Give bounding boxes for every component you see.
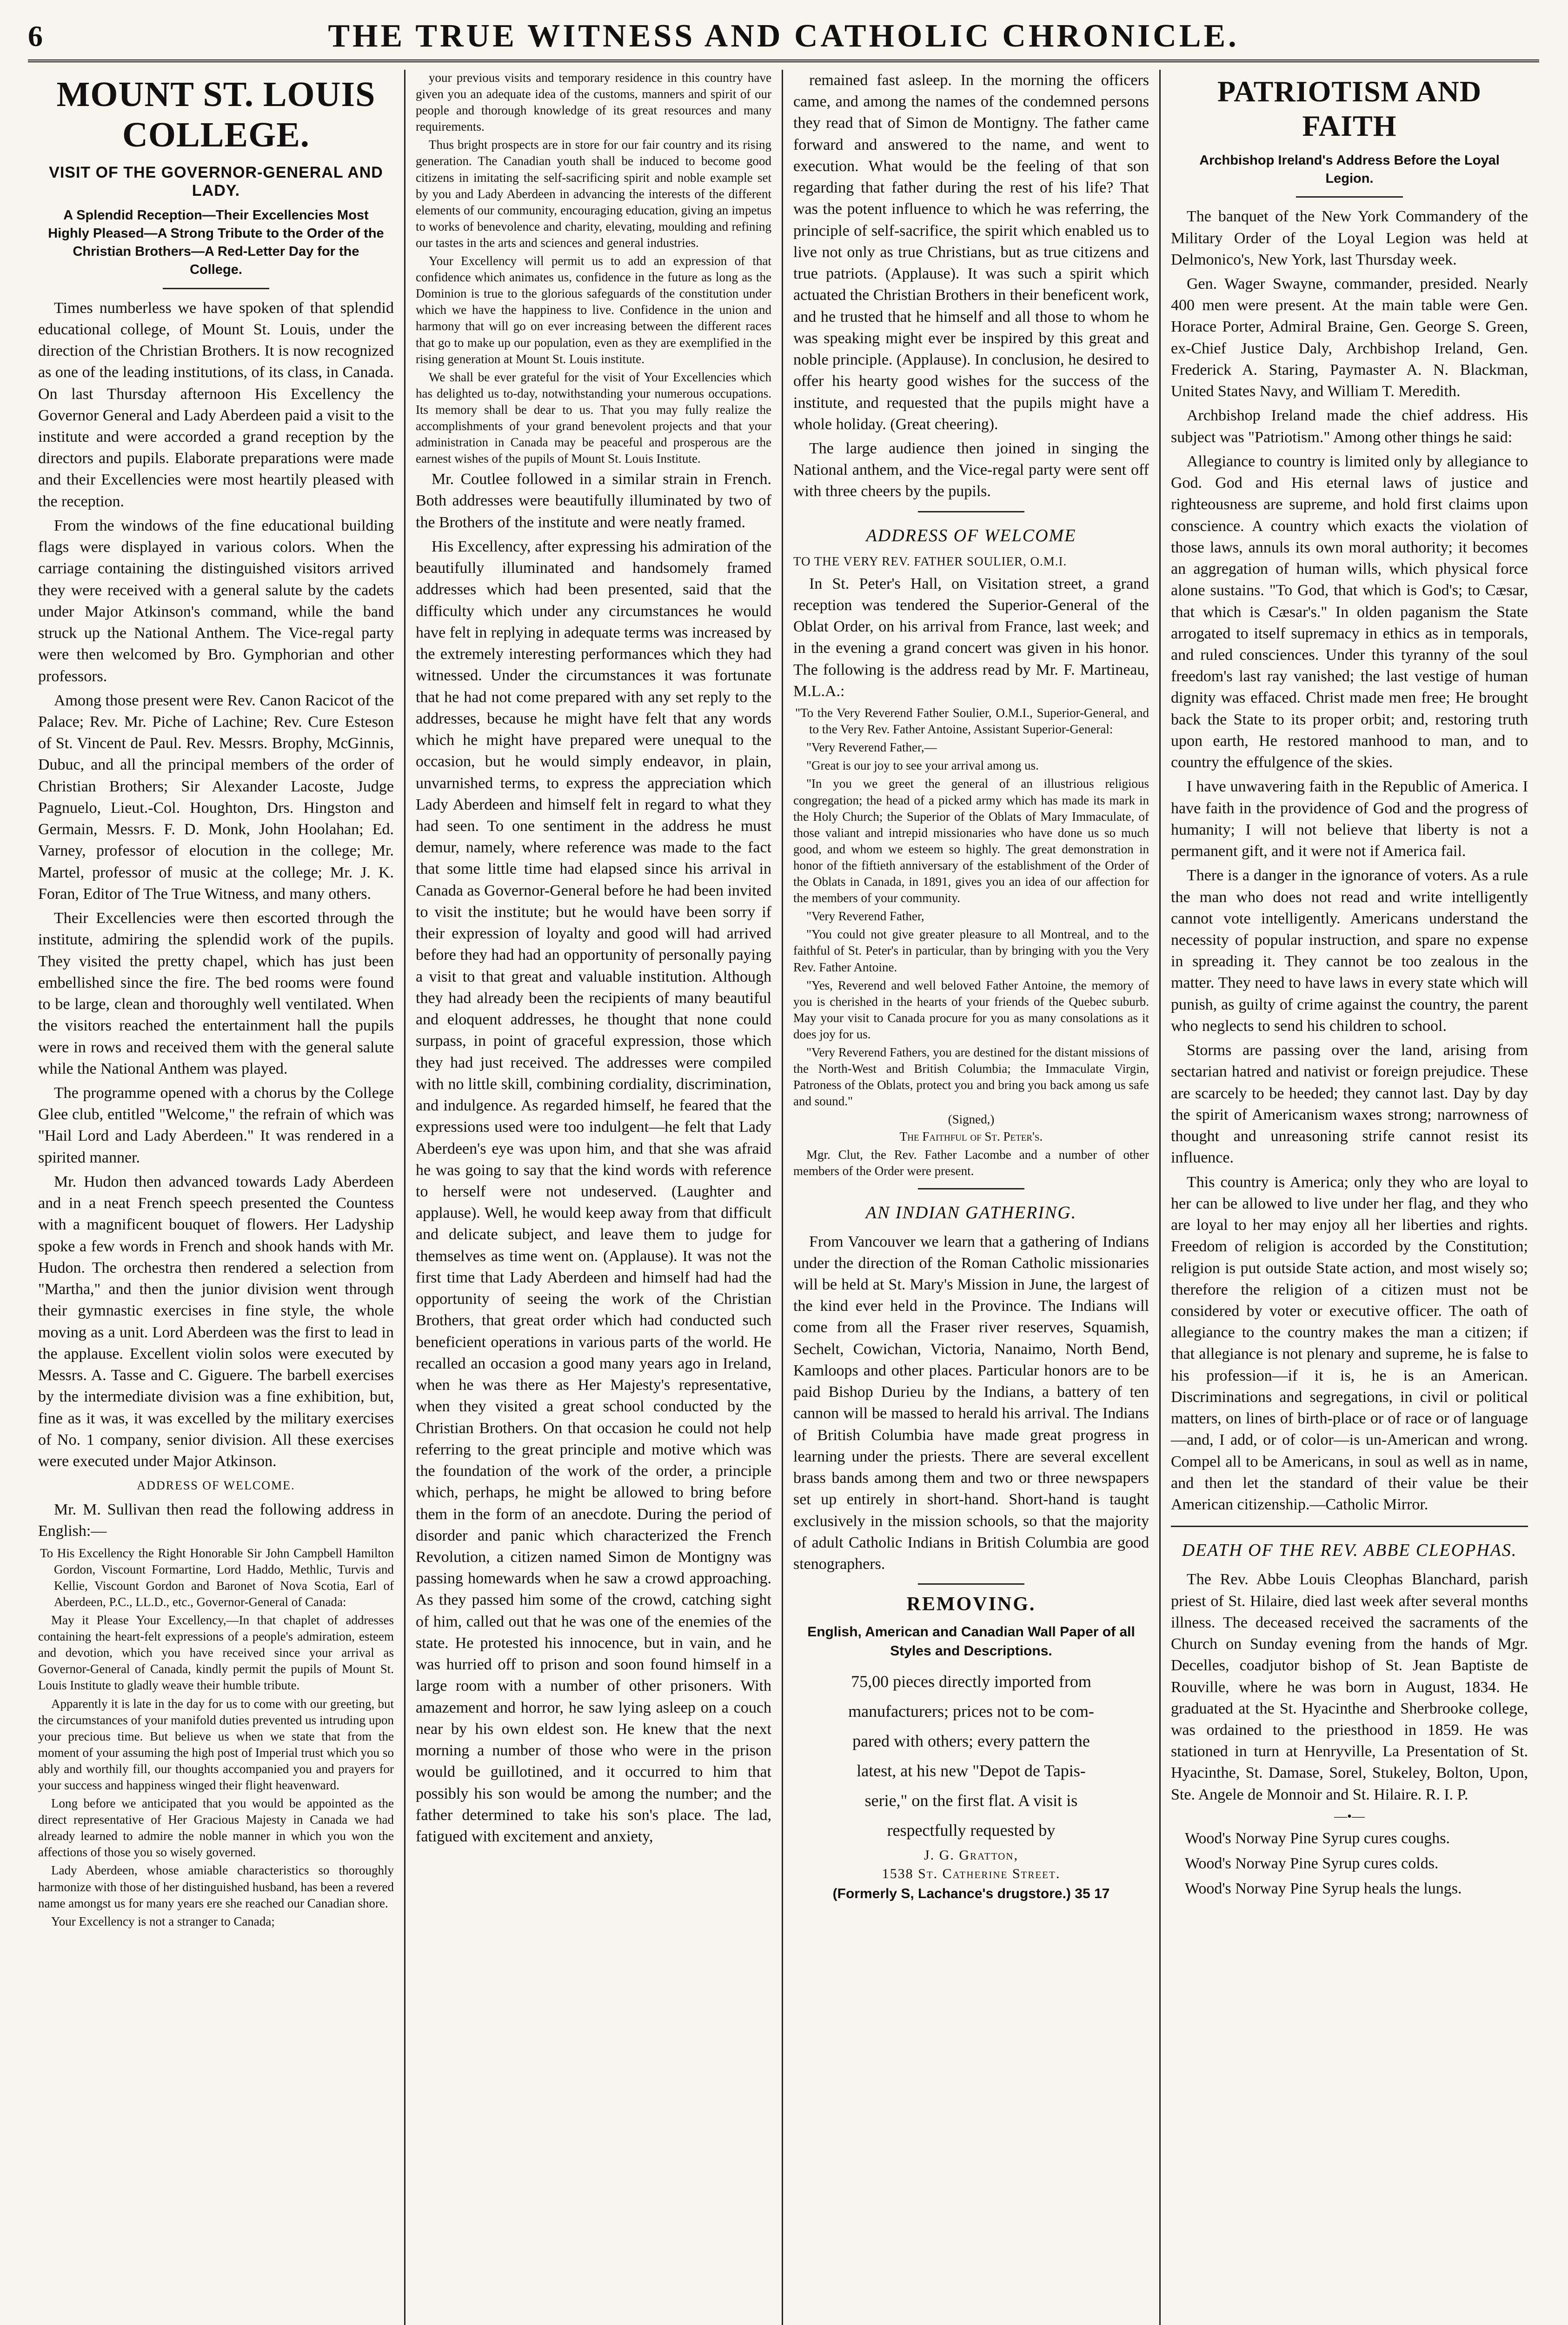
address-paragraph: Long before we anticipated that you would be appointed as the direct representative of Her Gracious Majesty in Canada we had already learned to admire the noble manner in which you won the affections of those you so wisely governed. — [38, 1796, 394, 1860]
address-paragraph: Your Excellency is not a stranger to Canada; — [51, 1914, 275, 1928]
advertisement-subheading: English, American and Canadian Wall Paper of all Styles and Descriptions. — [807, 1624, 1135, 1659]
notice-item: Wood's Norway Pine Syrup cures coughs. — [1185, 1829, 1450, 1847]
divider — [1296, 196, 1403, 198]
article-paragraph: From the windows of the fine educational building flags were displayed in various colors. When the carriage containing the distinguished visitors arrived they were received with a general salute by the cadets under Major Atkinson's command, while the band struck up the National Anthem. The Vice-regal party were then welcomed by Bro. Gymphorian and other professors. — [38, 517, 394, 685]
headline-indian-gathering: AN INDIAN GATHERING. — [865, 1202, 1077, 1222]
article-paragraph: The programme opened with a chorus by the College Glee club, entitled "Welcome," the refrain of which was "Hail Lord and Lady Aberdeen." It was rendered in a spirited manner. — [38, 1084, 394, 1166]
advertisement-line: 75,00 pieces directly imported from — [851, 1672, 1091, 1691]
advertisement-line: respectfully requested by — [887, 1821, 1056, 1840]
address-paragraph: Lady Aberdeen, whose amiable characteristics so thoroughly harmonize with those of her distinguished husband, has been a revered name amongst us for many years ere she reached our Canadian shore. — [38, 1863, 394, 1910]
address-paragraph: "In you we greet the general of an illustrious religious congregation; the head of a picked army which has made its mark in the Holy Church; the Superior of the Oblats of Mary Immaculate, of those valiant and intrepid missionaries who have done us so much good, and whom we esteem so highly. The great demonstration in honor of the fiftieth anniversary of the establishment of the Order of the Oblats in Canada, in 1891, gives you an idea of our affection for the members of your community. — [793, 777, 1149, 905]
article-paragraph: This country is America; only they who are loyal to her can be allowed to live under her flag, and they who are loyal to her may enjoy all her liberties and rights. Freedom of religion is accorded by the Constitution; religion is put outside State action, and most wisely so; therefore the religion of a citizen must not be considered by voter or executive officer. The oath of allegiance to the country makes the man a citizen; if that allegiance is not plenary and supreme, he is false to his profession—if it is, he is an American. Discriminations and segregations, in civil or political matters, on lines of birth-place or of race or of language—and, I add, or of color—is un-American and wrong. Compel all to be Americans, in soul as well as in name, and then let the standard of their value be their American citizenship.—Catholic Mirror. — [1171, 1173, 1528, 1514]
page-number: 6 — [28, 20, 43, 53]
article-paragraph: Storms are passing over the land, arising from sectarian hatred and nativist or foreign prejudice. These are scarcely to be heeded; they cannot last. Day by day the spirit of Americanism waxes strong; narrowness of thought and unreasoning strife cannot resist its influence. — [1171, 1042, 1528, 1167]
column-1 — [28, 70, 405, 2325]
article-paragraph: From Vancouver we learn that a gathering of Indians under the direction of the Roman Catholic missionaries will be held at St. Mary's Mission in June, the largest of the kind ever held in the Province. The Indians will come from all the Fraser river reserves, Squamish, Sechelt, Cowichan, Victoria, Nanaimo, North Bend, Kamloops and other places. Particular honors are to be paid Bishop Durieu by the Indians, a battery of ten cannon will be massed to herald his arrival. The Indians of British Columbia have made great progress in learning under the priests. There are several excellent brass bands among them and two or three newspapers set up entirely in short-hand. Short-hand is taught exclusively in the mission schools, so that the majority of adult Catholic Indians in British Columbia are good stenographers. — [793, 1233, 1149, 1573]
headline-patriotism-and-faith: PATRIOTISM AND FAITH — [1217, 75, 1482, 142]
subhead-address-of-welcome: ADDRESS OF WELCOME. — [137, 1479, 295, 1493]
address-paragraph: "Very Reverend Fathers, you are destined for the distant missions of the North-West and British Columbia; the Immaculate Virgin, Patroness of the Oblats, protect you and bring you back among us safe and sound." — [793, 1045, 1149, 1109]
advertiser-former-location: (Formerly S, Lachance's drugstore.) — [832, 1886, 1071, 1902]
article-paragraph: The large audience then joined in singing the National anthem, and the Vice-regal party were sent off with three cheers by the pupils. — [793, 439, 1149, 500]
divider — [918, 511, 1025, 512]
divider — [918, 1188, 1025, 1189]
article-paragraph: Mr. M. Sullivan then read the following address in English:— — [38, 1501, 394, 1540]
newspaper-title: THE TRUE WITNESS AND CATHOLIC CHRONICLE. — [328, 18, 1239, 54]
article-paragraph: Mr. Coutlee followed in a similar strain in French. Both addresses were beautifully illuminated by two of the Brothers of the institute and were neatly framed. — [416, 471, 771, 531]
headline-death-of-abbe-cleophas: DEATH OF THE REV. ABBE CLEOPHAS. — [1182, 1541, 1517, 1561]
advertisement-line: serie," on the first flat. A visit is — [864, 1791, 1078, 1810]
article-paragraph: Among those present were Rev. Canon Racicot of the Palace; Rev. Mr. Piche of Lachine; Rev. Cure Esteson of St. Vincent de Paul. Rev. Messrs. Brophy, McGinnis, Dubuc, and all the principal members of the order of Christian Brothers; Sir Alexander Lacoste, Judge Pagnuelo, Lieut.-Col. Houghton, Drs. Hingston and Germain, Messrs. F. D. Monk, John Hoolahan; Ed. Varney, professor of elocution in the college; Mr. Martel, professor of music at the college; Mr. J. K. Foran, Editor of The True Witness, and many others. — [38, 691, 394, 903]
article-paragraph: In St. Peter's Hall, on Visitation street, a grand reception was tendered the Superior-General of the Oblat Order, on his arrival from France, last week; and in the evening a grand concert was given in his honor. The following is the address read by Mr. F. Martineau, M.L.A.: — [793, 575, 1149, 700]
advertisement-line: manufacturers; prices not to be com- — [848, 1702, 1094, 1721]
deck-archbishop-ireland: Archbishop Ireland's Address Before the Loyal Legion. — [1199, 153, 1500, 186]
advertisement-line: latest, at his new "Depot de Tapis- — [857, 1761, 1086, 1780]
article-paragraph: Their Excellencies were then escorted through the institute, admiring the splendid work of the pupils. They visited the pretty chapel, which has just been embellished since the fire. The bed rooms were found to be large, clean and thoroughly well ventilated. When the visitors reached the entertainment hall the pupils were in rows and received them with the general salute while the National Anthem was played. — [38, 910, 394, 1077]
article-paragraph: Allegiance to country is limited only by allegiance to God. God and His eternal laws of justice and righteousness are supreme, and hold first claims upon conscience. A country which exacts the violation of those laws, annuls its own moral authority; it becomes an aggregation of human wills, which physical force alone sustains. "To God, that which is God's; to Cæsar, that which is Cæsar's." In olden paganism the State arrogated to itself supremacy in ethics as in temporals, and ruled consciences. Under this tyranny of the soul freedom's last ray vanished; the last vestige of human dignity was effaced. Christ made men free; He brought back the State to its proper orbit; and, restoring truth upon earth, He restored manhood to man, and to country the effulgence of the skies. — [1171, 452, 1528, 771]
address-paragraph: Thus bright prospects are in store for our fair country and its rising generation. The Canadian youth shall be induced to become good citizens in imitating the self-sacrificing spirit and noble example set by you and Lady Aberdeen in advancing the interests of the different elements of our community, encouraging education, giving an impetus to works of benevolence and charity, elevating, moulding and refining our tastes in the arts and sciences and general industries. — [416, 138, 771, 250]
column-2 — [405, 70, 783, 2325]
address-paragraph: "Very Reverend Father, — [806, 909, 924, 923]
deck-governor-visit: VISIT OF THE GOVERNOR-GENERAL AND LADY. — [49, 164, 383, 199]
article-paragraph: The banquet of the New York Commandery of the Military Order of the Loyal Legion was held at Delmonico's, New York, last Thursday week. — [1171, 208, 1528, 268]
address-paragraph: Apparently it is late in the day for us to come with our greeting, but the circumstances of your manifold duties prevented us intruding upon your precious time. But believe us when we state that from the moment of your assuming the high post of Imperial trust which you so ably and worthily fill, our thoughts accompanied you and prayers for your success and happiness winged their flight heavenward. — [38, 1696, 394, 1792]
signature-signed: (Signed,) — [948, 1112, 995, 1127]
columns — [28, 70, 1539, 2325]
address-paragraph: Your Excellency will permit us to add an expression of that confidence which animates us, confidence in the future as long as the Dominion is true to the glorious safeguards of the constitution under which we have the happiness to live. Confidence in the union and harmony that will go on ever increasing between the different races that go to make up our population, even as they are exemplified in the rising generation at Mount St. Louis institute. — [416, 254, 771, 366]
divider — [918, 1583, 1025, 1585]
address-paragraph: We shall be ever grateful for the visit of Your Excellencies which has delighted us to-day, notwithstanding your numerous occupations. Its memory shall be dear to us. That you may fully realize the accomplishments of your grand benevolent projects and that your administration in Canada may be peaceful and prosperous are the earnest wishes of the pupils of Mount St. Louis Institute. — [416, 370, 771, 466]
article-paragraph: I have unwavering faith in the Republic of America. I have faith in the providence of God and the progress of humanity; I will not believe that liberty is not a permanent gift, and it were not if America fail. — [1171, 778, 1528, 860]
advertisement-line: pared with others; every pattern the — [852, 1732, 1090, 1751]
article-paragraph: Archbishop Ireland made the chief address. His subject was "Patriotism." Among other things he said: — [1171, 407, 1528, 446]
article-paragraph: The Rev. Abbe Louis Cleophas Blanchard, parish priest of St. Hilaire, died last week after several months illness. The deceased received the sacraments of the Church on Sunday evening from the hands of Mgr. Decelles, coadjutor bishop of St. Jean Baptiste de Rouville, where he was born in August, 1834. He graduated at the St. Hyacinthe and Sherbrooke college, was ordained to the priesthood in 1859. He was stationed in turn at Henryville, La Presentation of St. Hyacinthe, St. Damase, Sorel, Stukeley, Bolton, Upon, Ste. Angele de Monnoir and St. Hilaire. R. I. P. — [1171, 1571, 1528, 1803]
article-paragraph: Times numberless we have spoken of that splendid educational college, of Mount St. Louis, under the direction of the Christian Brothers. It is now recognized as one of the leading institutions, of its class, in Canada. On last Thursday afternoon His Excellency the Governor General and Lady Aberdeen paid a visit to the institute and were accorded a grand reception by the directors and pupils. Elaborate preparations were made and their Excellencies were most heartily pleased with the reception. — [38, 299, 394, 510]
advertiser-address: 1538 St. Catherine Street. — [882, 1866, 1061, 1882]
divider — [163, 288, 270, 289]
masthead — [28, 13, 1539, 62]
address-salutation: "Very Reverend Father,— — [806, 740, 937, 755]
address-paragraph: "Great is our joy to see your arrival among us. — [806, 758, 1039, 773]
signature-name: The Faithful of St. Peter's. — [899, 1129, 1043, 1144]
headline-mount-st-louis: MOUNT ST. LOUIS COLLEGE. — [56, 75, 376, 154]
address-recipient: To His Excellency the Right Honorable Sir John Campbell Hamilton Gordon, Viscount Formartine, Lord Haddo, Methlic, Turvis and Kellie, Viscount Gordon and Baronet of Nova Scotia, Earl of Aberdeen, P.C., LL.D., etc., Governor-General of Canada: — [40, 1546, 394, 1609]
address-paragraph: "You could not give greater pleasure to all Montreal, and to the faithful of St. Peter's in particular, than by bringing with you the Very Rev. Father Antoine. — [793, 927, 1149, 974]
address-recipient: TO THE VERY REV. FATHER SOULIER, O.M.I. — [793, 554, 1067, 568]
column-3 — [783, 70, 1161, 2325]
notice-item: Wood's Norway Pine Syrup heals the lungs. — [1185, 1880, 1462, 1897]
article-paragraph: Mgr. Clut, the Rev. Father Lacombe and a number of other members of the Order were present. — [793, 1148, 1149, 1178]
notice-item: Wood's Norway Pine Syrup cures colds. — [1185, 1854, 1439, 1872]
address-paragraph: your previous visits and temporary residence in this country have given you an adequate idea of the customs, manners and spirit of our people and thorough knowledge of its great resources and many requirements. — [416, 71, 771, 134]
deck-reception: A Splendid Reception—Their Excellencies Most Highly Pleased—A Strong Tribute to the Order of the Christian Brothers—A Red-Letter Day for the College. — [48, 208, 384, 278]
advertisement-code: 35 17 — [1075, 1886, 1110, 1902]
headline-address-of-welcome: ADDRESS OF WELCOME — [866, 525, 1076, 545]
address-recipient: "To the Very Reverend Father Soulier, O.M.I., Superior-General, and to the Very Rev. Father Antoine, Assistant Superior-General: — [795, 706, 1149, 737]
divider — [1171, 1526, 1528, 1527]
article-paragraph: Gen. Wager Swayne, commander, presided. Nearly 400 men were present. At the main table were Gen. Horace Porter, Admiral Braine, Gen. George S. Green, ex-Chief Justice Daly, Archbishop Ireland, Gen. Frederick A. Staring, Paymaster A. N. Blackman, United States Navy, and William T. Meredith. — [1171, 275, 1528, 400]
article-paragraph: Mr. Hudon then advanced towards Lady Aberdeen and in a neat French speech presented the Countess with a magnificent bouquet of flowers. Her Ladyship spoke a few words in French and shook hands with Mr. Hudon. The orchestra then rendered a selection from "Martha," and then the junior division went through their gymnastic exercises in fine style, the whole moving as a unit. Lord Aberdeen was the first to lead in the applause. Excellent violin solos were executed by Messrs. A. Tasse and C. Giguere. The barbell exercises by the intermediate division was a fine exhibition, but, fine as it was, it was excelled by the military exercises of No. 1 company, senior division. All these exercises were executed under Major Atkinson. — [38, 1173, 394, 1470]
divider: —•— — [1334, 1809, 1365, 1824]
advertisement-heading: REMOVING. — [906, 1594, 1036, 1615]
advertiser-name: J. G. Gratton, — [924, 1847, 1018, 1863]
article-paragraph: remained fast asleep. In the morning the officers came, and among the names of the condemned persons they read that of Simon de Montigny. The father came forward and answered to the name, and went to execution. What would be the feeling of that son regarding that father during the rest of his life? That was the potent influence to which he was referring, the principle of self-sacrifice, the spirit which enabled us to live not only as true Christians, but as true citizens and true patriots. (Applause). It was such a spirit which actuated the Christian Brothers in their beneficent work, and he trusted that he himself and all those to whom he was speaking might ever be inspired by this great and noble principle. (Applause). In conclusion, he desired to offer his hearty good wishes for the success of the institute, and requested that the pupils might have a whole holiday. (Great cheering). — [793, 72, 1149, 433]
article-paragraph: His Excellency, after expressing his admiration of the beautifully illuminated and handsomely framed addresses which had been presented, said that the difficulty which under any circumstances he would have felt in replying in adequate terms was increased by the extremely interesting performances which they had witnessed. Under the circumstances it was fortunate that he had not come prepared with any set reply to the addresses, because he might have felt that any words which he might have prepared were unequal to the occasion, but he would simply endeavor, in plain, unvarnished terms, to express the appreciation which Lady Aberdeen and himself felt in regard to what they had seen. To one sentiment in the address he must demur, namely, where reference was made to the fact that some little time had elapsed since his arrival in Canada as Governor-General before he had been invited to visit the institute; but he would have been sorry if their expression of loyalty and good will had arrived before they had had an opportunity of personally paying a visit to that great and valuable institution. Although they had already been the recipients of many beautiful and eloquent addresses, he thought that none could surpass, in point of graceful expression, those which they had just received. The addresses were compiled with no little skill, combining cordiality, discrimination, and indulgence. As regarded himself, he feared that the expressions used were too indulgent—he felt that Lady Aberdeen's eye was upon him, and that she was afraid he was going to say that the kind words with reference to herself were not undeserved. (Laughter and applause). Well, he would keep away from that difficult and delicate subject, and leave them to judge for themselves as time went on. (Applause). It was not the first time that Lady Aberdeen and himself had had the opportunity of seeing the work of the Christian Brothers, that great order which had conducted such beneficient operations in various parts of the world. He recalled an occasion a good many years ago in Ireland, when he was there as Her Majesty's representative, when they visited a great school conducted by the Christian Brothers. On that occasion he could not help referring to the great principle and motive which was the foundation of the work of the order, a principle which, perhaps, he might be allowed to bring before them in the form of an anecdote. During the period of disorder and panic which characterized the French Revolution, a citizen named Simon de Montigny was passing homewards when he saw a crowd approaching. As they passed him some of the crowd, catching sight of him, called out that he was one of the enemies of the state. He protested his innocence, but in vain, and he was hurried off to prison and soon found himself in a large room with a number of other prisoners. With amazement and horror, he saw lying asleep on a couch near by his own eldest son. He knew that the next morning a number of those who were in the prison would be guillotined, and it occurred to him that possibly his son would be among the number; and the father determined to take his son's place. The lad, fatigued with excitement and anxiety, — [416, 538, 771, 1846]
article-paragraph: There is a danger in the ignorance of voters. As a rule the man who does not read and write intelligently cannot vote intelligently. Americans understand the necessity of popular instruction, and spare no expense in spreading it. They cannot be too zealous in the matter. They need to have laws in every state which will punish, as guilty of crime against the country, the parent who neglects to send his children to school. — [1171, 867, 1528, 1035]
address-paragraph: "Yes, Reverend and well beloved Father Antoine, the memory of you is cherished in the hearts of your friends of the Quebec suburb. May your visit to Canada procure for you as many consolations as it does joy for us. — [793, 978, 1149, 1041]
column-4 — [1161, 70, 1538, 2325]
address-paragraph: May it Please Your Excellency,—In that chaplet of addresses containing the heart-felt expressions of a people's admiration, esteem and devotion, which you have received since your arrival as Governor-General of Canada, kindly permit the pupils of Mount St. Louis Institute to gladly weave their humble tribute. — [38, 1613, 394, 1693]
